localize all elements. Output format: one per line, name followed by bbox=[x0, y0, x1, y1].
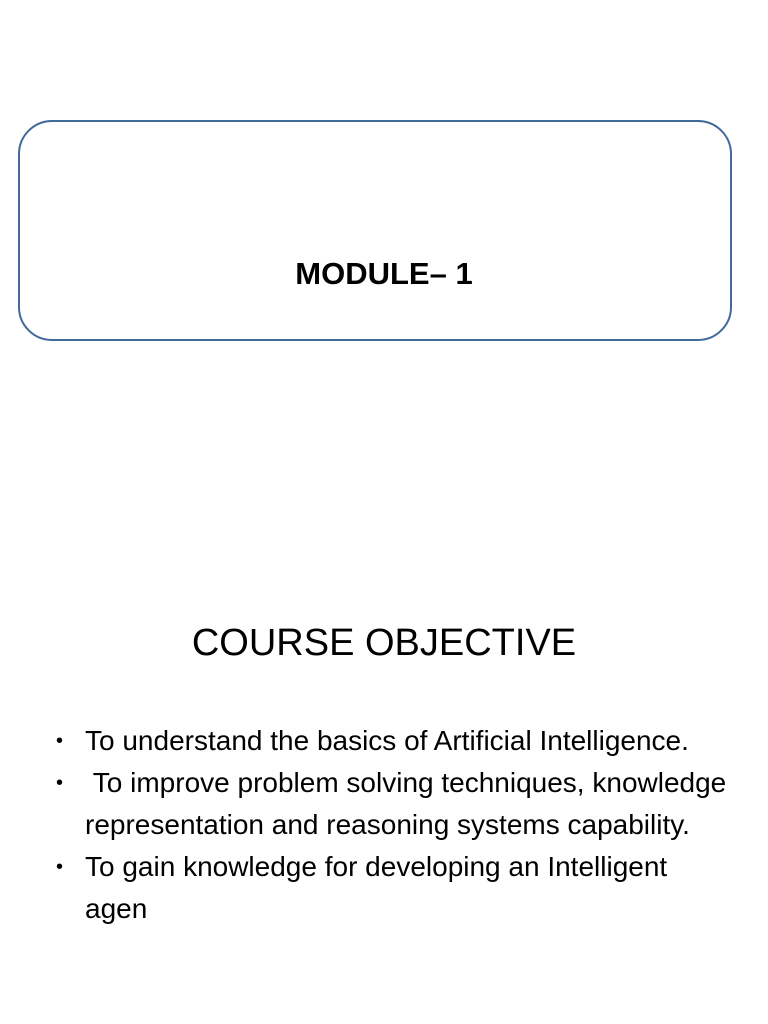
module-title: MODULE– 1 bbox=[295, 256, 473, 291]
objective-item bbox=[52, 846, 732, 930]
objective-text: To improve problem solving techniques, knowledge representation and reasoning systems capability. bbox=[85, 767, 735, 840]
objective-item bbox=[52, 720, 732, 762]
bullet-icon: • bbox=[56, 772, 64, 794]
objective-text: To gain knowledge for developing an Intelligent agen bbox=[85, 851, 668, 924]
objective-item bbox=[52, 762, 735, 846]
bullet-icon: • bbox=[56, 730, 64, 752]
bullet-icon: • bbox=[56, 856, 64, 878]
objective-text: To understand the basics of Artificial Intelligence. bbox=[85, 725, 689, 756]
course-objectives-list bbox=[52, 720, 735, 930]
course-objective-heading: COURSE OBJECTIVE bbox=[191, 622, 577, 664]
module-title-box bbox=[18, 120, 732, 341]
